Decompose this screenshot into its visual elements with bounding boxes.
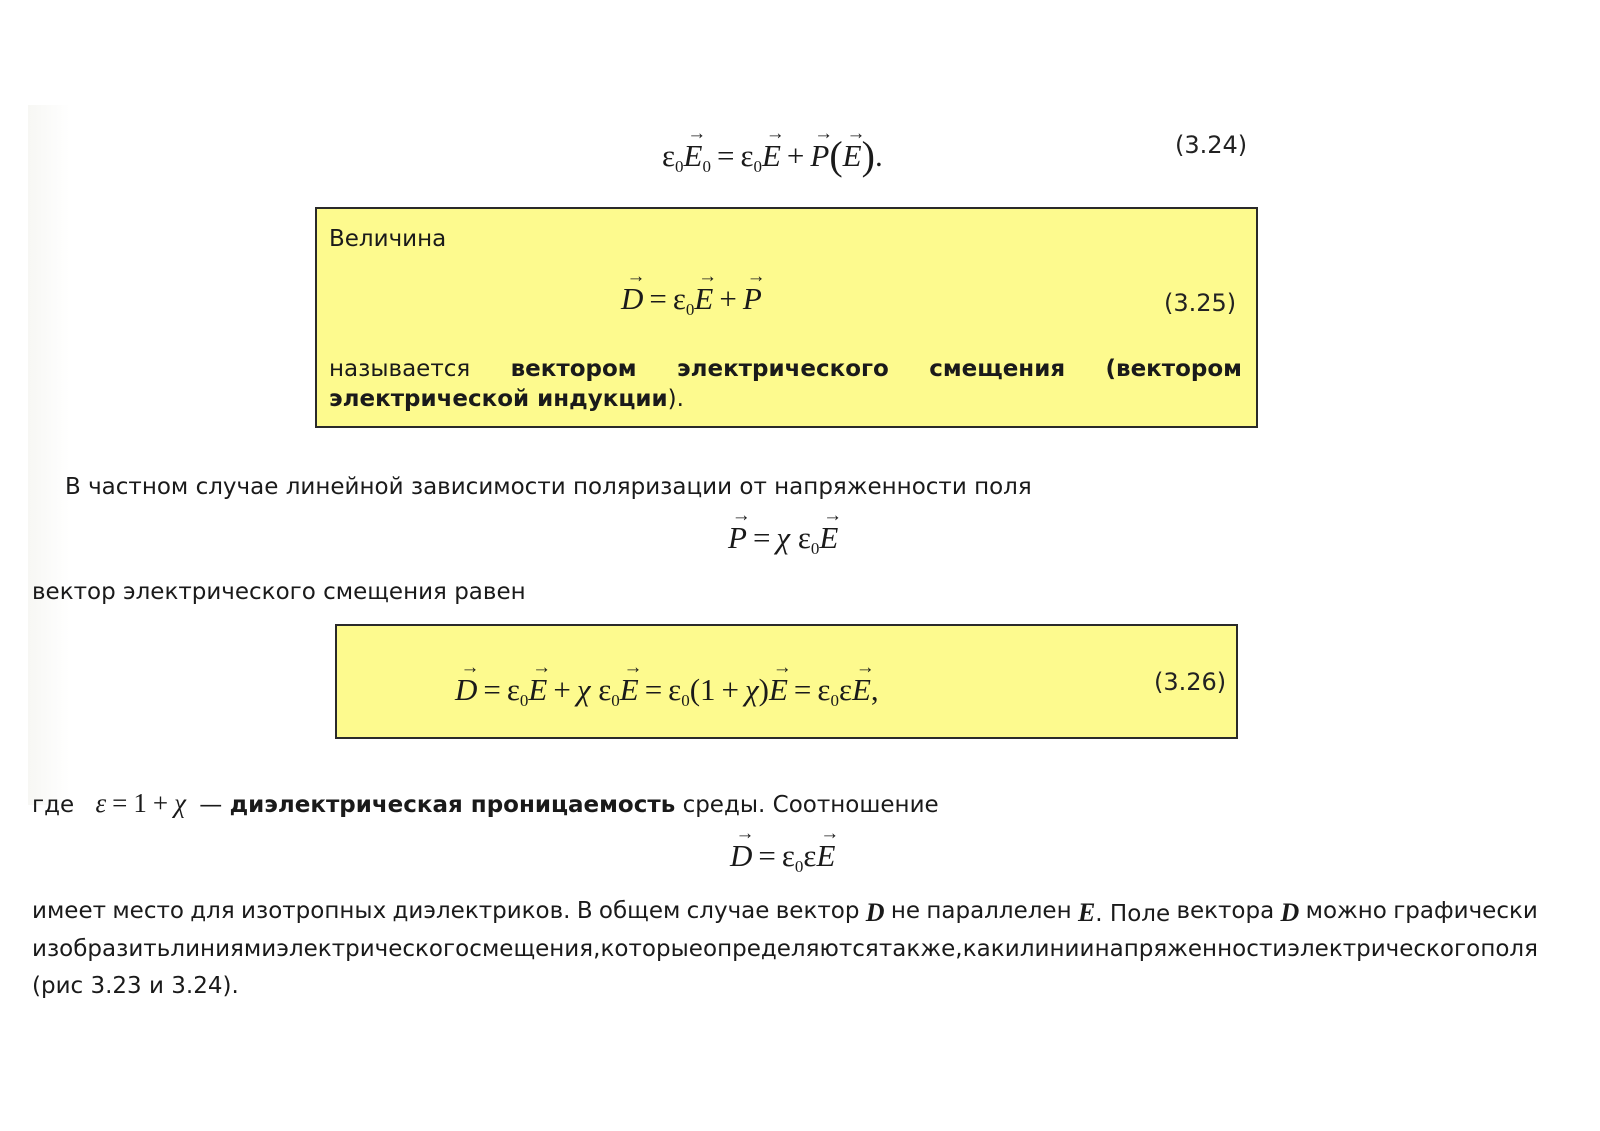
symbol-E: E: [1077, 898, 1096, 927]
word: поля: [1480, 936, 1538, 962]
word: . Поле: [1095, 901, 1171, 927]
word: В: [576, 898, 593, 924]
equation-3-26: → $D = \varepsilon_0\to E + \chi$ $\varepsilon_0\to E = \varepsilon_0(1 + \chi)\to E = \varepsilon_0\varepsilon\to E$,: [455, 672, 879, 711]
paragraph-displacement-equals: вектор электрического смещения равен: [32, 579, 526, 605]
equation-polarization-linear: → P = χ $\varepsilon_0\to E$: [728, 520, 838, 559]
equation-number-3-26: (3.26): [1154, 668, 1227, 696]
word: вектора: [1176, 898, 1275, 924]
term-permittivity: диэлектрическая проницаемость: [229, 792, 676, 818]
box-term-bold: электрической индукции: [329, 386, 668, 412]
word: параллелен: [926, 898, 1072, 924]
symbol-E-group: [1078, 898, 1170, 928]
paragraph-permittivity: [32, 788, 939, 819]
box-word-bold: вектором: [510, 356, 637, 382]
symbol-D: D: [865, 898, 885, 927]
word: смещения,: [469, 936, 601, 962]
definition-box-displacement: [315, 207, 1258, 428]
word: электрического: [1287, 936, 1481, 962]
paragraph-isotropic-line-2: [32, 936, 1538, 962]
word: имеет: [32, 898, 106, 924]
word: как: [962, 936, 1005, 962]
word: электрического: [276, 936, 470, 962]
word: напряженности: [1094, 936, 1288, 962]
box-word-bold: смещения: [929, 356, 1066, 382]
dash: —: [199, 792, 223, 818]
left-margin-band: [28, 105, 70, 805]
paragraph-linear-case: В частном случае линейной зависимости поляризации от напряженности поля: [65, 474, 1032, 500]
word: диэлектриков.: [392, 898, 571, 924]
word: место: [112, 898, 184, 924]
paragraph-permittivity-rest: среды. Соотношение: [682, 792, 939, 818]
box-term-end: ).: [667, 386, 684, 412]
equation-number-3-24: (3.24): [1175, 131, 1248, 159]
equation-displacement-isotropic: → $D = \varepsilon_0\varepsilon\to E$: [730, 838, 835, 877]
paragraph-isotropic-line-3: (рис 3.23 и 3.24).: [32, 973, 239, 999]
box-word: называется: [329, 356, 471, 382]
word: вектор: [775, 898, 860, 924]
equation-number-3-25: (3.25): [1164, 289, 1237, 317]
word: изобразить: [32, 936, 171, 962]
paragraph-isotropic-line-1: [32, 898, 1538, 928]
box-definition-line-2: [329, 386, 684, 412]
word: для: [190, 898, 235, 924]
word: изотропных: [241, 898, 387, 924]
word: определяются: [703, 936, 879, 962]
word: общем: [598, 898, 681, 924]
word: случае: [686, 898, 770, 924]
word: линии: [1019, 936, 1095, 962]
word: которые: [600, 936, 703, 962]
box-word-bold: (вектором: [1105, 356, 1242, 382]
equation-3-25: → $D = \varepsilon_0\to E +\to P$: [621, 281, 762, 320]
word-where: где: [32, 792, 75, 818]
inline-equation-epsilon: ε = 1 + χ: [95, 788, 186, 818]
word: линиями: [170, 936, 277, 962]
equation-box-3-26: [335, 624, 1238, 739]
word: не: [890, 898, 921, 924]
equation-3-24: $\varepsilon_0\to E_0 = \varepsilon_0\to E +\to P(\to E)$.: [662, 132, 883, 179]
word: можно: [1305, 898, 1387, 924]
box-definition-line-1: [329, 356, 1242, 382]
word: и: [1004, 936, 1020, 962]
symbol-D: D: [1280, 898, 1300, 927]
box-word-bold: электрического: [676, 356, 889, 382]
word: же,: [920, 936, 963, 962]
box-intro-text: Величина: [329, 226, 447, 252]
word: графически: [1393, 898, 1538, 924]
word: так: [878, 936, 921, 962]
